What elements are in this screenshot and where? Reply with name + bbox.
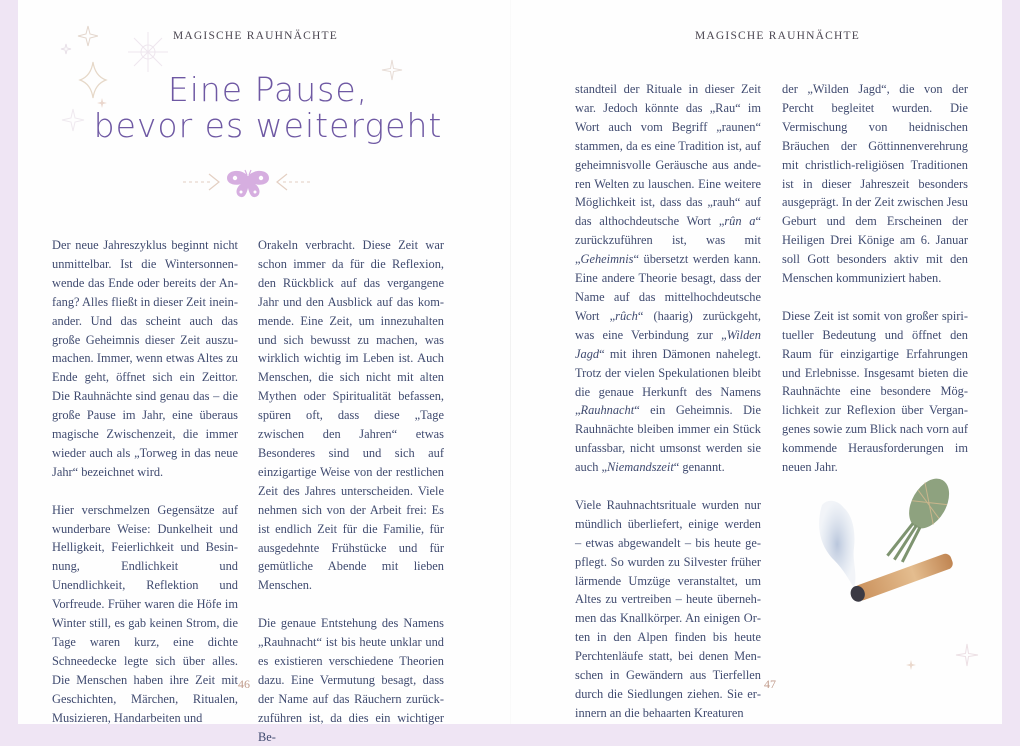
sparkle-icon	[906, 660, 916, 670]
paragraph: Hier verschmelzen Gegensätze auf wunderbare Weise: Dunkelheit und Helligkeit, Feierlichkeit und Besinnung, Endlichkeit und Unendlichkeit, Reflektion und Vorfreude. Früher waren die Höfe im Winter still, es gab keinen Strom, die Tage waren kurz, eine dichte Schneedecke legte sich über alles. Die Menschen haben ihre Zeit mit Geschichten, Märchen, Ritualen, Musizieren, Handarbeiten und	[52, 502, 238, 725]
paragraph: Der neue Jahreszyklus beginnt nicht unmittelbar. Ist die Wintersonnenwende das Ende oder bereits der Anfang? Alles fließt in dieser Zeit ineinander. Und das scheint auch das große Geheimnis dieser Zeit auszumachen. Immer, wenn etwas Altes zu Ende geht, öffnet sich ein Zeittor. Die Rauhnächte sind genau das – die große Pause im Jahr, eine überaus magische Zwischenzeit, die immer wieder auch als „Torweg in das neue Jahr“ bezeichnet wird.	[52, 238, 238, 479]
paragraph: Die genaue Entstehung des Namens „Rauhnacht“ ist bis heute unklar und es existieren verschiedene Theorien dazu. Eine Vermutung besagt, dass der Name auf das Räuchern zurückzuführen ist, da dies ein wichtiger Be-	[258, 616, 444, 744]
paragraph: Viele Rauhnachtsrituale wurden nur mündlich überliefert, einige werden – etwas abgewandelt – bis heute gepflegt. So wurden zu Silvester früher lärmende Umzüge veranstaltet, um Altes zu vertreiben – heute übernehmen das Knallkörper. An einigen Orten in den Alpen finden bis heute Perchtenläufe statt, bei denen Menschen in Gewändern aus Tierfellen durch die Siedlungen ziehen. Sie erinnern an die behaarten Kreaturen	[575, 497, 761, 720]
right-column-2	[782, 80, 968, 477]
chapter-title	[78, 72, 458, 144]
running-head: MAGISCHE RAUHNÄCHTE	[695, 30, 860, 42]
paragraph: standteil der Rituale in dieser Zeit war. Jedoch könnte das „Rau“ im Wort auch vom Begriff „raunen“ stammen, da es eine Tradition ist, auf geheimnisvolle Geräusche aus anderen Welten zu lauschen. Eine weitere Möglichkeit ist, dass das „rauh“ auf das althochdeutsche Wort „rûn a“ zurückzuführen ist, was mit „Geheimnis“ übersetzt werden kann. Eine andere Theorie besagt, dass der Name auf das mittelhochdeutsche Wort „rûch“ (haarig) zurückgeht, was eine Verbindung zur „Wilden Jagd“ mit ihren Dämonen nahelegt. Trotz der vielen Spekulationen bleibt die genaue Herkunft des Namens „Rauhnacht“ ein Geheimnis. Die Rauhnächte bleiben immer ein Stück unfassbar, nicht umsonst werden sie auch „Niemandszeit“ genannt.	[575, 82, 761, 475]
left-page	[18, 0, 510, 744]
right-column-1	[575, 80, 761, 723]
running-head: MAGISCHE RAUHNÄCHTE	[173, 30, 338, 42]
smudge-stick-illustration	[794, 470, 964, 620]
paragraph: der „Wilden Jagd“, die von der Percht begleitet wurden. Die Vermischung von heidnischen Bräuchen der Göttinnenverehrung mit christlich-religiösen Traditionen ist in dieser Jahreszeit besonders ausgeprägt. In der Zeit zwischen Jesu Geburt und dem Erscheinen der Heiligen Drei Könige am 6. Januar soll Gott besonders aktiv mit den Menschen kommuniziert haben.	[782, 82, 968, 286]
sparkle-icon	[954, 642, 980, 668]
title-line-2: bevor es weitergeht	[93, 106, 443, 145]
page-number: 47	[764, 677, 776, 691]
sparkle-icon	[58, 24, 98, 64]
moth-icon	[183, 162, 313, 202]
left-column-1	[52, 236, 238, 728]
page-number: 46	[238, 677, 250, 691]
left-column-2	[258, 236, 444, 746]
sun-star-icon	[126, 30, 170, 74]
title-line-1: Eine Pause,	[167, 70, 369, 109]
book-spread	[18, 0, 1002, 744]
right-page	[511, 0, 1002, 724]
paragraph: Orakeln verbracht. Diese Zeit war schon immer da für die Reflexion, den Rückblick auf das vergangene Jahr und den Ausblick auf das kommende. Eine Zeit, um innezuhalten und sich bewusst zu machen, was wirklich wichtig im Leben ist. Auch Menschen, die sich nicht mit alten Mythen oder Spiritualität befassen, spüren oft, dass diese „Tage zwischen den Jahren“ etwas Besonderes sind und sich auf einzigartige Weise von der restlichen Zeit des Jahres unterscheiden. Viele nehmen sich von der Arbeit frei: Es ist endlich Zeit für die Familie, für ausgedehnte Frühstücke und für gemütliche Abende mit lieben Menschen.	[258, 238, 444, 593]
paragraph: Diese Zeit ist somit von großer spiritueller Bedeutung und öffnet den Raum für einzigartige Erfahrungen und Erlebnisse. Insgesamt bieten die Rauhnächte eine besondere Möglichkeit zur Reflexion über Vergangenes sowie zum Blick nach vorn auf kommende Herausforderungen im neuen Jahr.	[782, 308, 968, 475]
